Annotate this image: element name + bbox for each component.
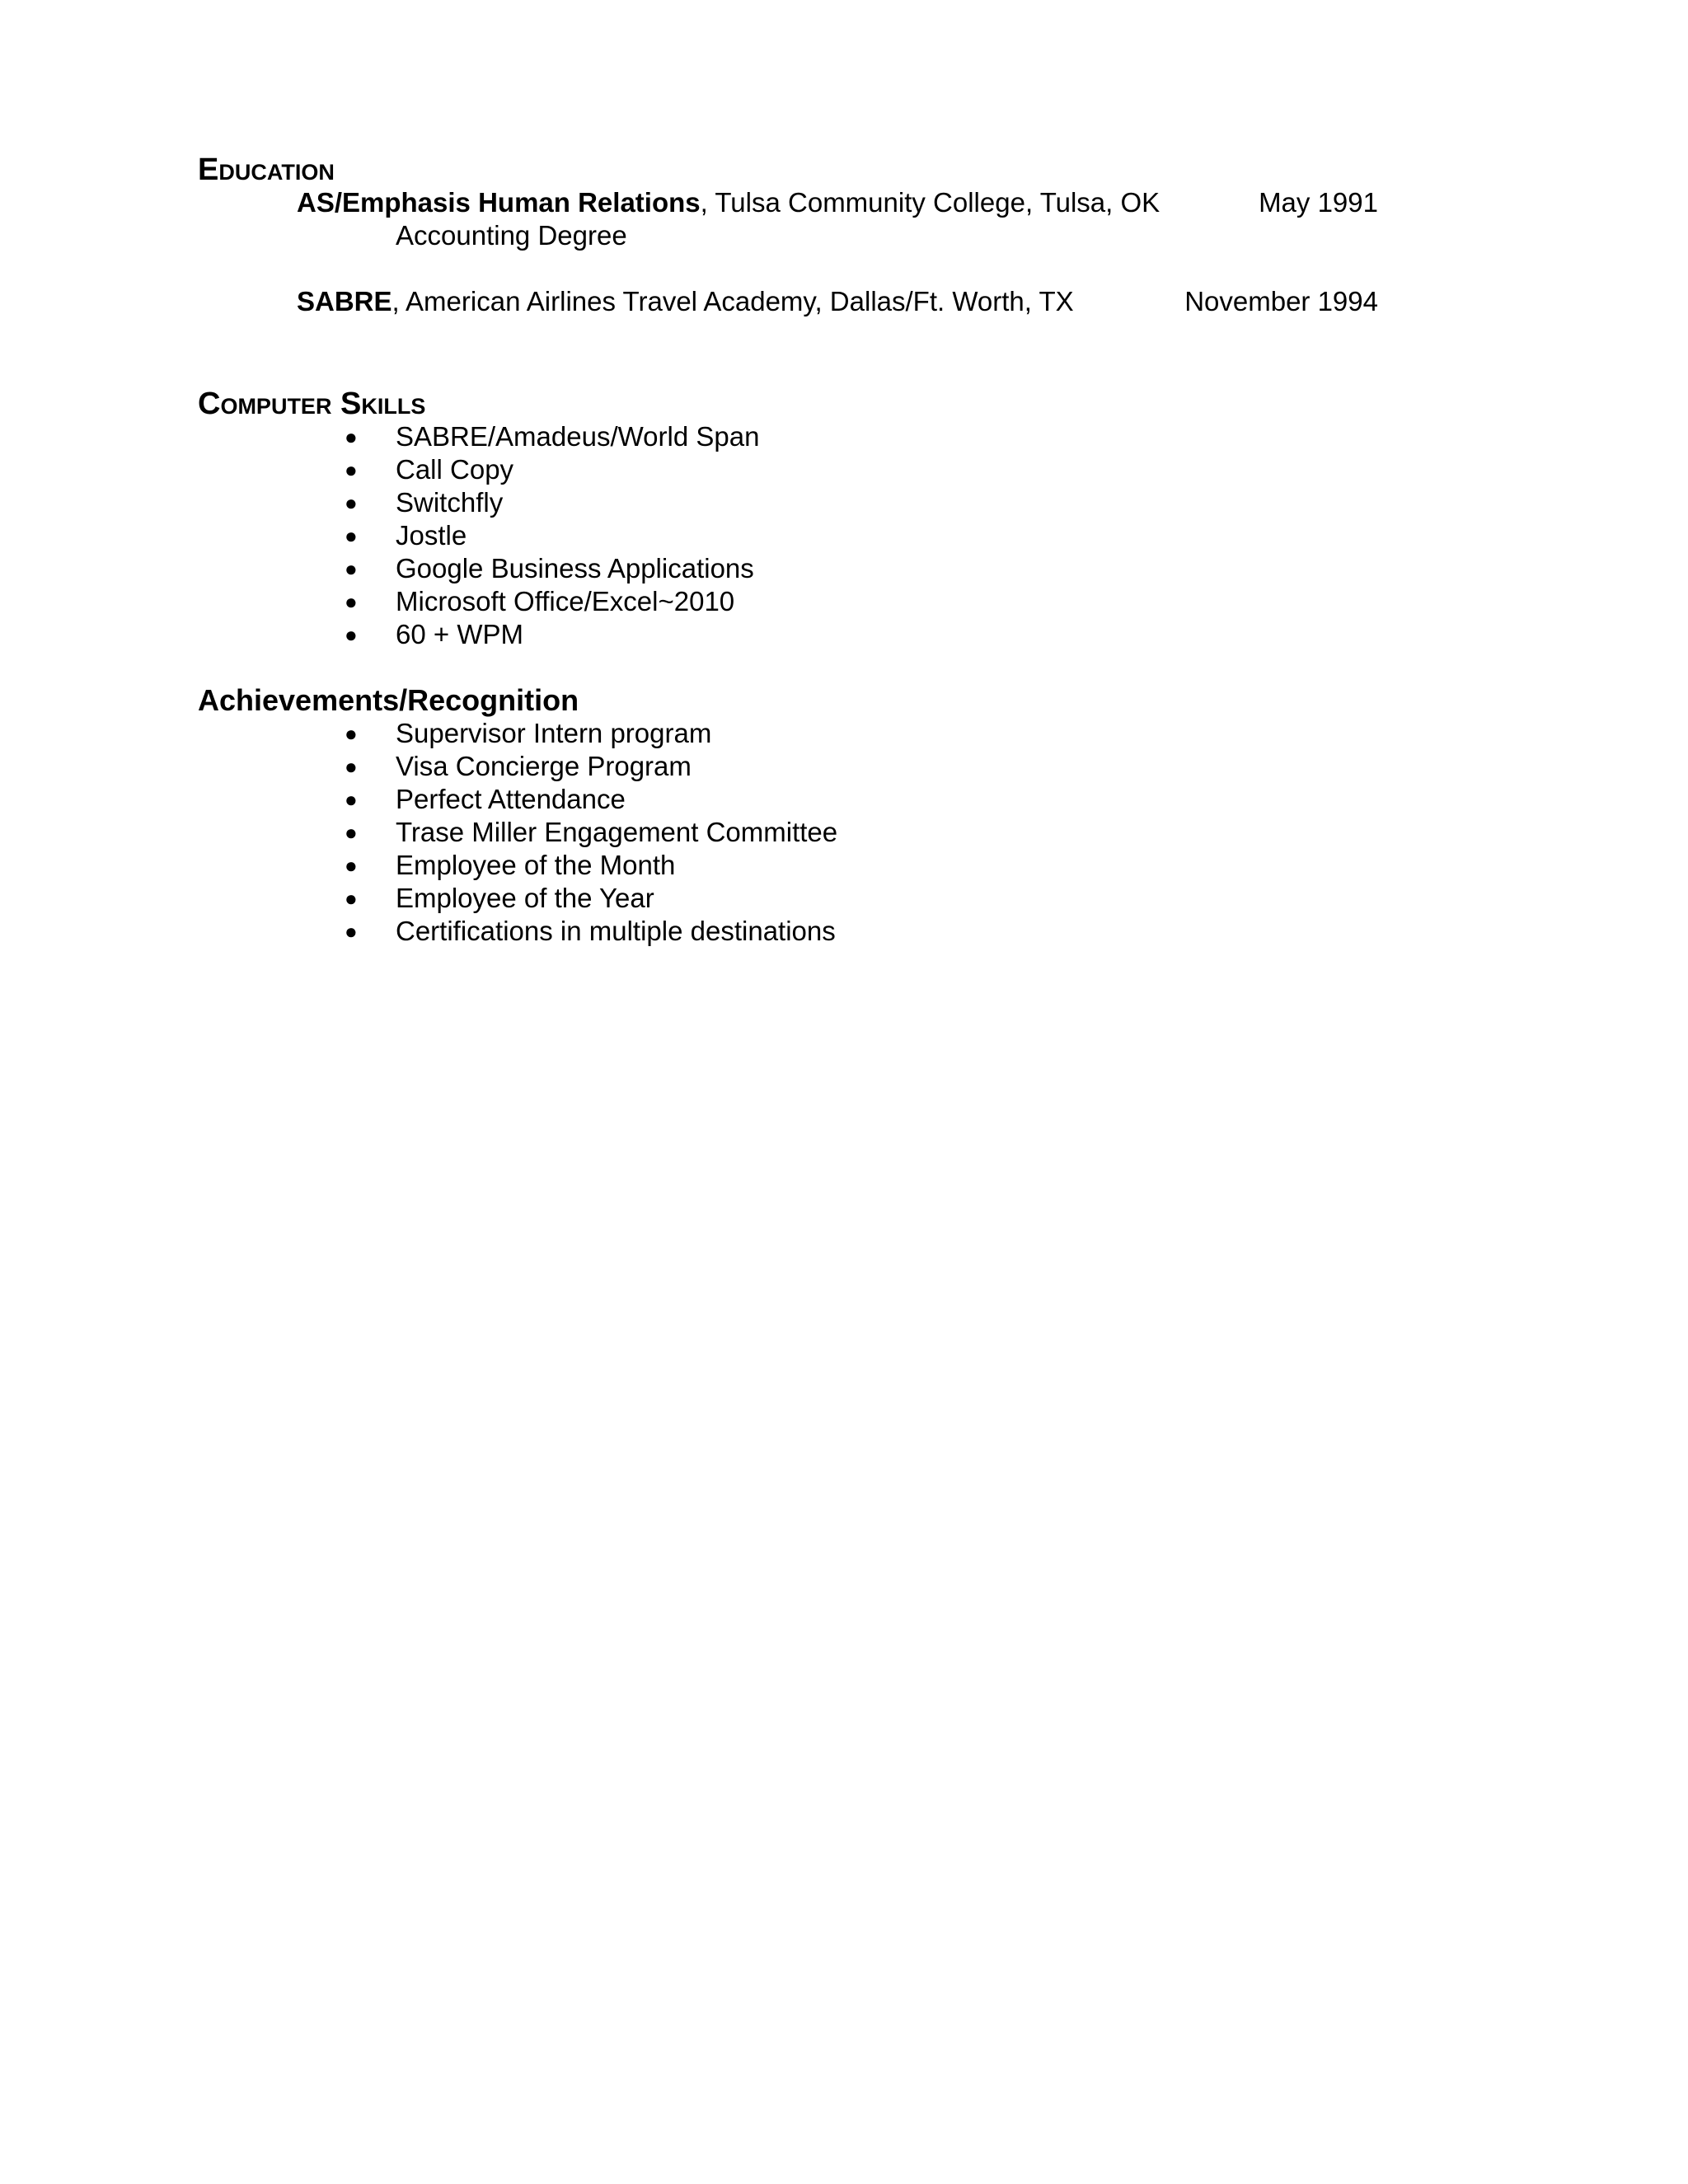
education-entry-1-detail: Accounting Degree	[396, 220, 627, 251]
education-entry-2	[297, 285, 1074, 318]
bullet-icon: ●	[345, 457, 358, 482]
education-entry-2-institution: , American Airlines Travel Academy, Dallas/Ft. Worth, TX	[392, 286, 1074, 316]
achievements-heading: Achievements/Recognition	[198, 683, 579, 717]
education-entry-2-date: November 1994	[1184, 286, 1378, 316]
bullet-icon: ●	[345, 490, 358, 515]
bullet-icon: ●	[345, 919, 358, 944]
bullet-icon: ●	[345, 523, 358, 548]
bullet-icon: ●	[345, 622, 358, 647]
education-entry-1-institution: , Tulsa Community College, Tulsa, OK	[700, 187, 1160, 218]
education-entry-1	[297, 186, 1160, 219]
computer-skills-heading: Computer Skills	[198, 387, 426, 421]
bullet-icon: ●	[345, 589, 358, 614]
bullet-icon: ●	[345, 721, 358, 746]
education-entry-2-degree: SABRE	[297, 286, 392, 316]
bullet-icon: ●	[345, 556, 358, 581]
bullet-icon: ●	[345, 424, 358, 449]
education-entry-1-degree: AS/Emphasis Human Relations	[297, 187, 701, 218]
bullet-icon: ●	[345, 886, 358, 911]
education-entry-1-date: May 1991	[1259, 187, 1378, 218]
bullet-icon: ●	[345, 820, 358, 845]
education-heading: Education	[198, 152, 335, 187]
bullet-icon: ●	[345, 787, 358, 812]
bullet-icon: ●	[345, 754, 358, 779]
bullet-icon: ●	[345, 853, 358, 878]
resume-page: Education AS/Emphasis Human Relations, Tulsa Community College, Tulsa, OK May 1991 Accounting Degree SABRE, American Airlines Travel Academy, Dallas/Ft. Worth, TX November 1994 Computer Skills ● SABRE/Amadeus/World Span ● Call Copy ● Switchfly ● Jostle ● Google Business Applications ● Microsoft Office/Excel~2010 ● 60 + WPM Achievements/Recognition ● Supervisor Intern program ● Visa Concierge Program ● Perfect Attendance ● Trase Miller Engagement Committee ● Employee of the Month ● Employee of the Year ● Certifications in multiple destinations	[0, 0, 1688, 2184]
